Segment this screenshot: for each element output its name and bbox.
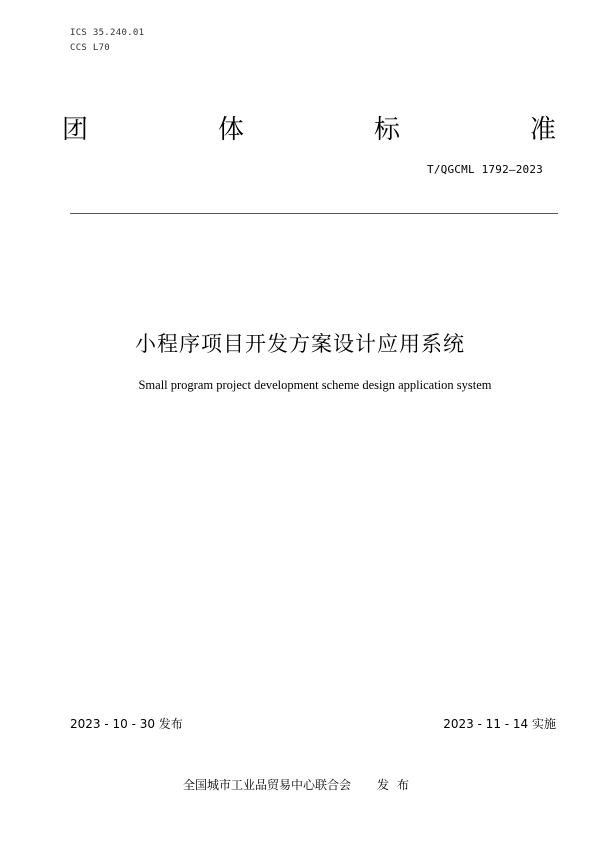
standard-type-char: 准 xyxy=(529,115,556,145)
implementation-date: 2023 - 11 - 14 实施 xyxy=(443,717,556,731)
publish-label: 发布 xyxy=(377,778,418,792)
ccs-code: CCS L70 xyxy=(70,43,111,53)
standard-type-char: 标 xyxy=(373,115,400,145)
publisher-line xyxy=(0,776,600,793)
ics-code: ICS 35.240.01 xyxy=(70,28,145,38)
standard-type-char: 团 xyxy=(62,115,89,145)
document-title-english: Small program project development scheme design application system xyxy=(138,378,492,392)
publisher-name: 全国城市工业品贸易中心联合会 xyxy=(182,778,351,792)
publish-date: 2023 - 10 - 30 发布 xyxy=(70,717,183,731)
standard-number: T/QGCML 1792—2023 xyxy=(427,163,543,176)
standard-type-heading xyxy=(62,112,556,148)
standard-type-char: 体 xyxy=(217,115,244,145)
header-divider xyxy=(70,213,558,214)
document-title-chinese: 小程序项目开发方案设计应用系统 xyxy=(135,332,465,356)
